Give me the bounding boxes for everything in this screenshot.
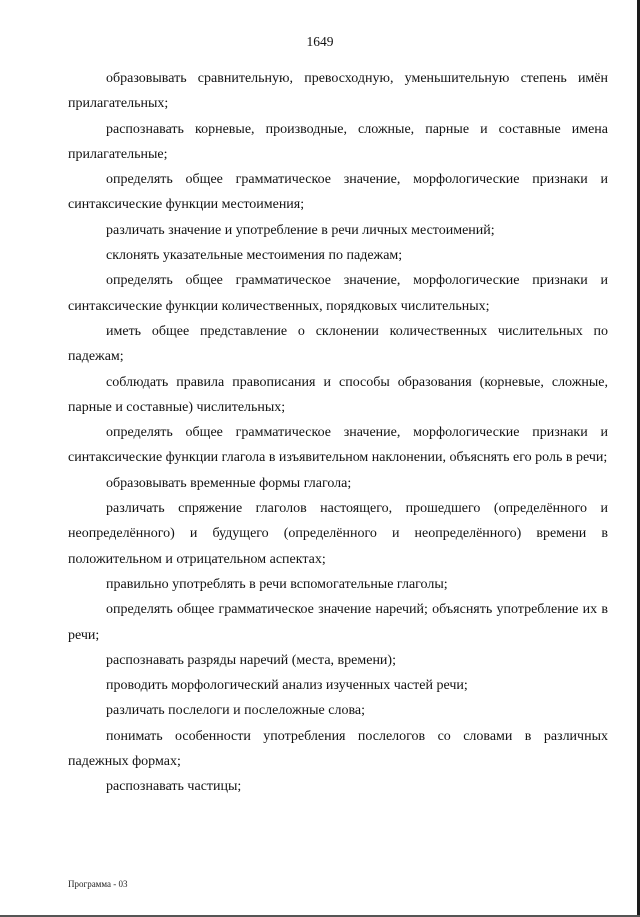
paragraph: различать спряжение глаголов настоящего, прошедшего (определённого и неопределённого) и будущего (определённого и неопределённого) времени в положительном и отрицательном аспектах; bbox=[68, 501, 608, 567]
paragraph: иметь общее представление о склонении количественных числительных по падежам; bbox=[68, 323, 608, 365]
paragraph: различать значение и употребление в речи личных местоимений; bbox=[106, 222, 495, 238]
paragraph: различать послелоги и послеложные слова; bbox=[106, 703, 365, 719]
paragraph: распознавать корневые, производные, сложные, парные и составные имена прилагательные; bbox=[68, 121, 608, 162]
paragraph: определять общее грамматическое значение, морфологические признаки и синтаксические функции глагола в изъявительном наклонении, объяснять его роль в речи; bbox=[68, 425, 608, 466]
paragraph: понимать особенности употребления послелогов со словами в различных падежных формах; bbox=[68, 728, 608, 770]
paragraph: склонять указательные местоимения по падежам; bbox=[106, 248, 403, 264]
footer-label: Программа - 03 bbox=[68, 879, 128, 889]
paragraph: правильно употреблять в речи вспомогательные глаголы; bbox=[106, 576, 448, 592]
paragraph: распознавать разряды наречий (места, времени); bbox=[106, 652, 396, 668]
paragraph: определять общее грамматическое значение наречий; объяснять употребление их в речи; bbox=[68, 602, 608, 643]
paragraph: проводить морфологический анализ изученных частей речи; bbox=[106, 678, 468, 694]
paragraph: соблюдать правила правописания и способы образования (корневые, сложные, парные и составные) числительных; bbox=[68, 374, 608, 415]
body-text bbox=[68, 66, 608, 800]
paragraph: образовывать временные формы глагола; bbox=[106, 475, 352, 491]
paragraph: определять общее грамматическое значение, морфологические признаки и синтаксические функции местоимения; bbox=[68, 172, 608, 213]
paragraph: образовывать сравнительную, превосходную, уменьшительную степень имён прилагательных; bbox=[68, 71, 608, 112]
paragraph: определять общее грамматическое значение, морфологические признаки и синтаксические функции количественных, порядковых числительных; bbox=[68, 273, 608, 314]
paragraph: распознавать частицы; bbox=[106, 779, 242, 795]
page-number: 1649 bbox=[306, 34, 334, 49]
